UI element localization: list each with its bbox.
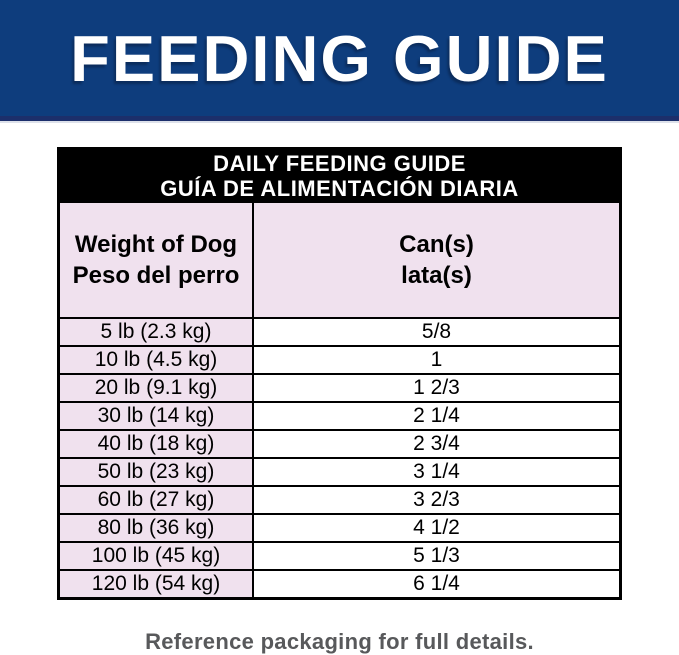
table-row [60,543,619,571]
weight-cell: 60 lb (27 kg) [60,487,254,513]
table-row [60,319,619,347]
table-row [60,375,619,403]
weight-cell: 120 lb (54 kg) [60,571,254,597]
table-title-spanish: GUÍA DE ALIMENTACIÓN DIARIA [160,176,519,201]
cans-cell: 5 1/3 [254,543,619,569]
cans-cell: 3 2/3 [254,487,619,513]
footer-note: Reference packaging for full details. [145,629,534,654]
cans-cell: 2 1/4 [254,403,619,429]
cans-cell: 2 3/4 [254,431,619,457]
banner-light-divider [0,121,679,123]
table-title-english: DAILY FEEDING GUIDE [213,151,466,176]
weight-column-header [60,203,254,317]
cans-cell: 1 [254,347,619,373]
cans-cell: 3 1/4 [254,459,619,485]
cans-cell: 1 2/3 [254,375,619,401]
feeding-guide-banner [0,0,679,116]
table-row [60,515,619,543]
banner-title: FEEDING GUIDE [70,21,609,95]
table-row [60,487,619,515]
table-row [60,571,619,597]
table-row [60,459,619,487]
weight-cell: 10 lb (4.5 kg) [60,347,254,373]
weight-cell: 30 lb (14 kg) [60,403,254,429]
weight-cell: 80 lb (36 kg) [60,515,254,541]
weight-column-header-es: Peso del perro [72,262,240,289]
cans-column-header [254,203,619,317]
table-title-bar [60,150,619,203]
weight-cell: 50 lb (23 kg) [60,459,254,485]
cans-column-header-en: Can(s) [399,231,474,258]
weight-cell: 40 lb (18 kg) [60,431,254,457]
daily-feeding-guide-table [57,147,622,600]
cans-cell: 6 1/4 [254,571,619,597]
weight-column-header-en: Weight of Dog [74,231,238,258]
table-row [60,403,619,431]
cans-column-header-es: lata(s) [401,262,472,289]
weight-cell: 100 lb (45 kg) [60,543,254,569]
table-row [60,347,619,375]
table-row [60,431,619,459]
cans-cell: 4 1/2 [254,515,619,541]
weight-cell: 20 lb (9.1 kg) [60,375,254,401]
weight-cell: 5 lb (2.3 kg) [60,319,254,345]
column-header-row [60,203,619,319]
cans-cell: 5/8 [254,319,619,345]
